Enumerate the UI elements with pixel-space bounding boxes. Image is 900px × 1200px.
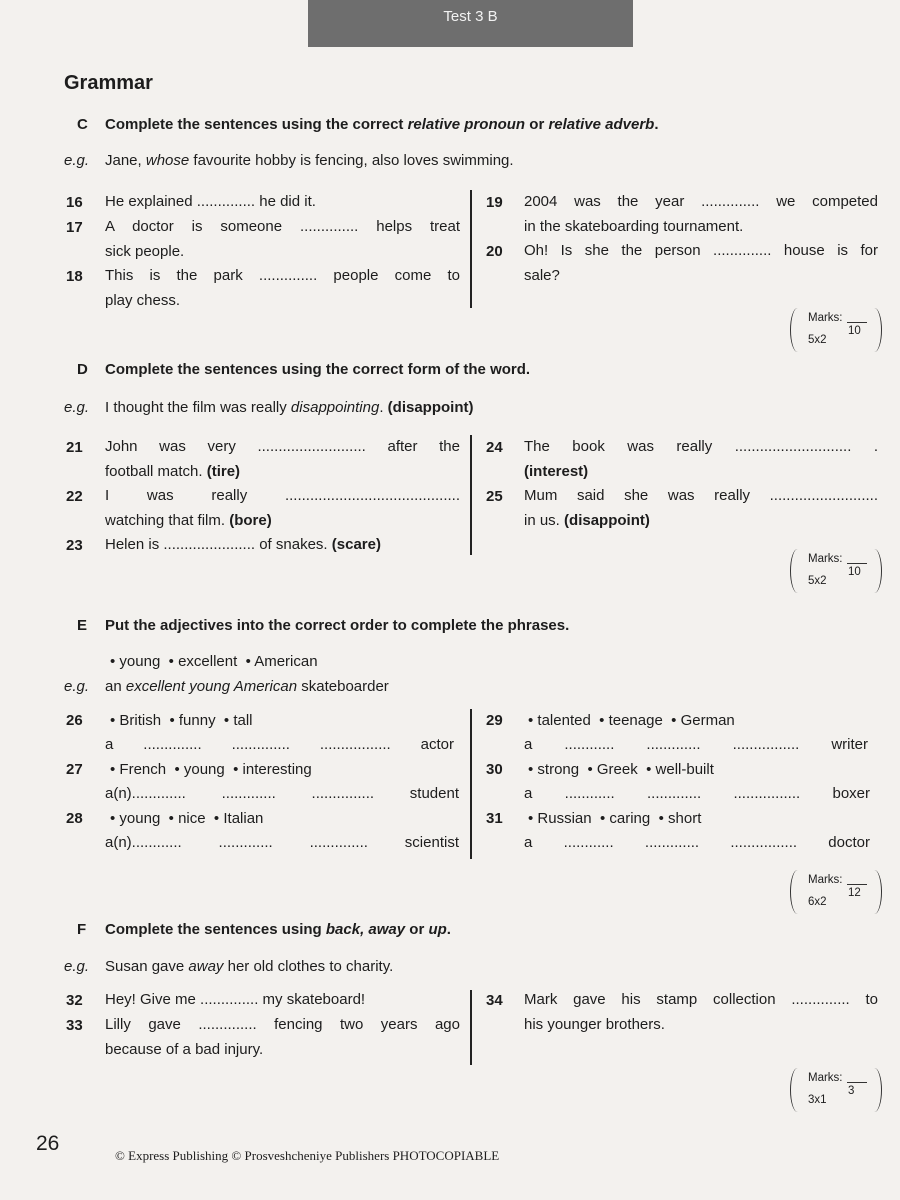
item-31-blank: a ............ ............. ................ doctor xyxy=(524,834,870,851)
item-29-blank: a ............ ............. ................ writer xyxy=(524,736,868,753)
item-number: 22 xyxy=(66,488,83,505)
marks-box: Marks: 10 5x2 xyxy=(790,308,882,354)
item-number: 28 xyxy=(66,810,83,827)
item-32-text: Hey! Give me .............. my skateboard! xyxy=(105,991,366,1008)
marks-box: Marks: 10 5x2 xyxy=(790,549,882,595)
item-31-words: • Russian • caring • short xyxy=(528,810,702,827)
item-number: 20 xyxy=(486,243,503,260)
item-number: 18 xyxy=(66,268,83,285)
item-17-text: A doctor is someone .............. helps treat sick people. xyxy=(105,218,460,260)
item-22-text: I was really .......................................... watching that film. (bore) xyxy=(105,487,460,529)
section-e-instruction: Put the adjectives into the correct order to complete the phrases. xyxy=(105,617,570,634)
column-divider xyxy=(470,190,472,308)
item-number: 29 xyxy=(486,712,503,729)
column-divider xyxy=(470,709,472,859)
item-26-words: • British • funny • tall xyxy=(110,712,253,729)
item-number: 27 xyxy=(66,761,83,778)
item-number: 26 xyxy=(66,712,83,729)
section-f-instruction: Complete the sentences using back, away or up. xyxy=(105,921,451,938)
example-label: e.g. xyxy=(64,958,90,975)
marks-box: Marks: 12 6x2 xyxy=(790,870,882,916)
item-29-words: • talented • teenage • German xyxy=(528,712,735,729)
item-18-text: This is the park .............. people come to play chess. xyxy=(105,267,460,309)
item-20-text: Oh! Is she the person .............. house is for sale? xyxy=(524,242,878,284)
item-number: 31 xyxy=(486,810,503,827)
item-number: 30 xyxy=(486,761,503,778)
section-title: Grammar xyxy=(64,72,153,94)
example-label: e.g. xyxy=(64,399,90,416)
section-d-instruction: Complete the sentences using the correct form of the word. xyxy=(105,361,531,378)
example-label: e.g. xyxy=(64,152,90,169)
item-30-words: • strong • Greek • well-built xyxy=(528,761,714,778)
item-27-words: • French • young • interesting xyxy=(110,761,312,778)
page-number: 26 xyxy=(36,1132,60,1155)
item-30-blank: a ............ ............. ................ boxer xyxy=(524,785,870,802)
item-number: 19 xyxy=(486,194,503,211)
item-number: 25 xyxy=(486,488,503,505)
item-23-text: Helen is ...................... of snakes. (scare) xyxy=(105,536,381,553)
marks-box: Marks: 3 3x1 xyxy=(790,1068,882,1114)
item-number: 32 xyxy=(66,992,83,1009)
section-f-example: Susan gave away her old clothes to charity. xyxy=(105,958,394,975)
test-header: Test 3 B xyxy=(308,0,633,47)
column-divider xyxy=(470,990,472,1065)
item-16-text: He explained .............. he did it. xyxy=(105,193,316,210)
item-number: 16 xyxy=(66,194,83,211)
item-24-text: The book was really ............................ . (interest) xyxy=(524,438,878,480)
item-number: 23 xyxy=(66,537,83,554)
item-34-text: Mark gave his stamp collection .............. to his younger brothers. xyxy=(524,991,878,1033)
item-number: 34 xyxy=(486,992,503,1009)
item-21-text: John was very .......................... after the football match. (tire) xyxy=(105,438,460,480)
item-number: 21 xyxy=(66,439,83,456)
section-f-letter: F xyxy=(77,921,87,938)
copyright-footer: © Express Publishing © Prosveshcheniye Publishers PHOTOCOPIABLE xyxy=(115,1148,500,1163)
section-c-example: Jane, whose favourite hobby is fencing, also loves swimming. xyxy=(105,152,514,169)
section-c-letter: C xyxy=(77,116,88,133)
item-33-text: Lilly gave .............. fencing two years ago because of a bad injury. xyxy=(105,1016,460,1058)
column-divider xyxy=(470,435,472,555)
item-number: 17 xyxy=(66,219,83,236)
item-number: 33 xyxy=(66,1017,83,1034)
section-d-letter: D xyxy=(77,361,88,378)
item-26-blank: a .............. .............. ................. actor xyxy=(105,736,454,753)
example-label: e.g. xyxy=(64,678,90,695)
item-28-words: • young • nice • Italian xyxy=(110,810,264,827)
section-e-letter: E xyxy=(77,617,88,634)
item-28-blank: a(n)............ ............. .............. scientist xyxy=(105,834,459,851)
section-e-example: an excellent young American skateboarder xyxy=(105,678,389,695)
section-c-instruction: Complete the sentences using the correct relative pronoun or relative adverb. xyxy=(105,116,659,133)
item-25-text: Mum said she was really .......................... in us. (disappoint) xyxy=(524,487,878,529)
item-27-blank: a(n)............. ............. ............... student xyxy=(105,785,459,802)
item-number: 24 xyxy=(486,439,503,456)
section-d-example: I thought the film was really disappointing. (disappoint) xyxy=(105,399,474,416)
item-19-text: 2004 was the year .............. we competed in the skateboarding tournament. xyxy=(524,193,878,235)
example-word-list: • young • excellent • American xyxy=(110,653,318,670)
